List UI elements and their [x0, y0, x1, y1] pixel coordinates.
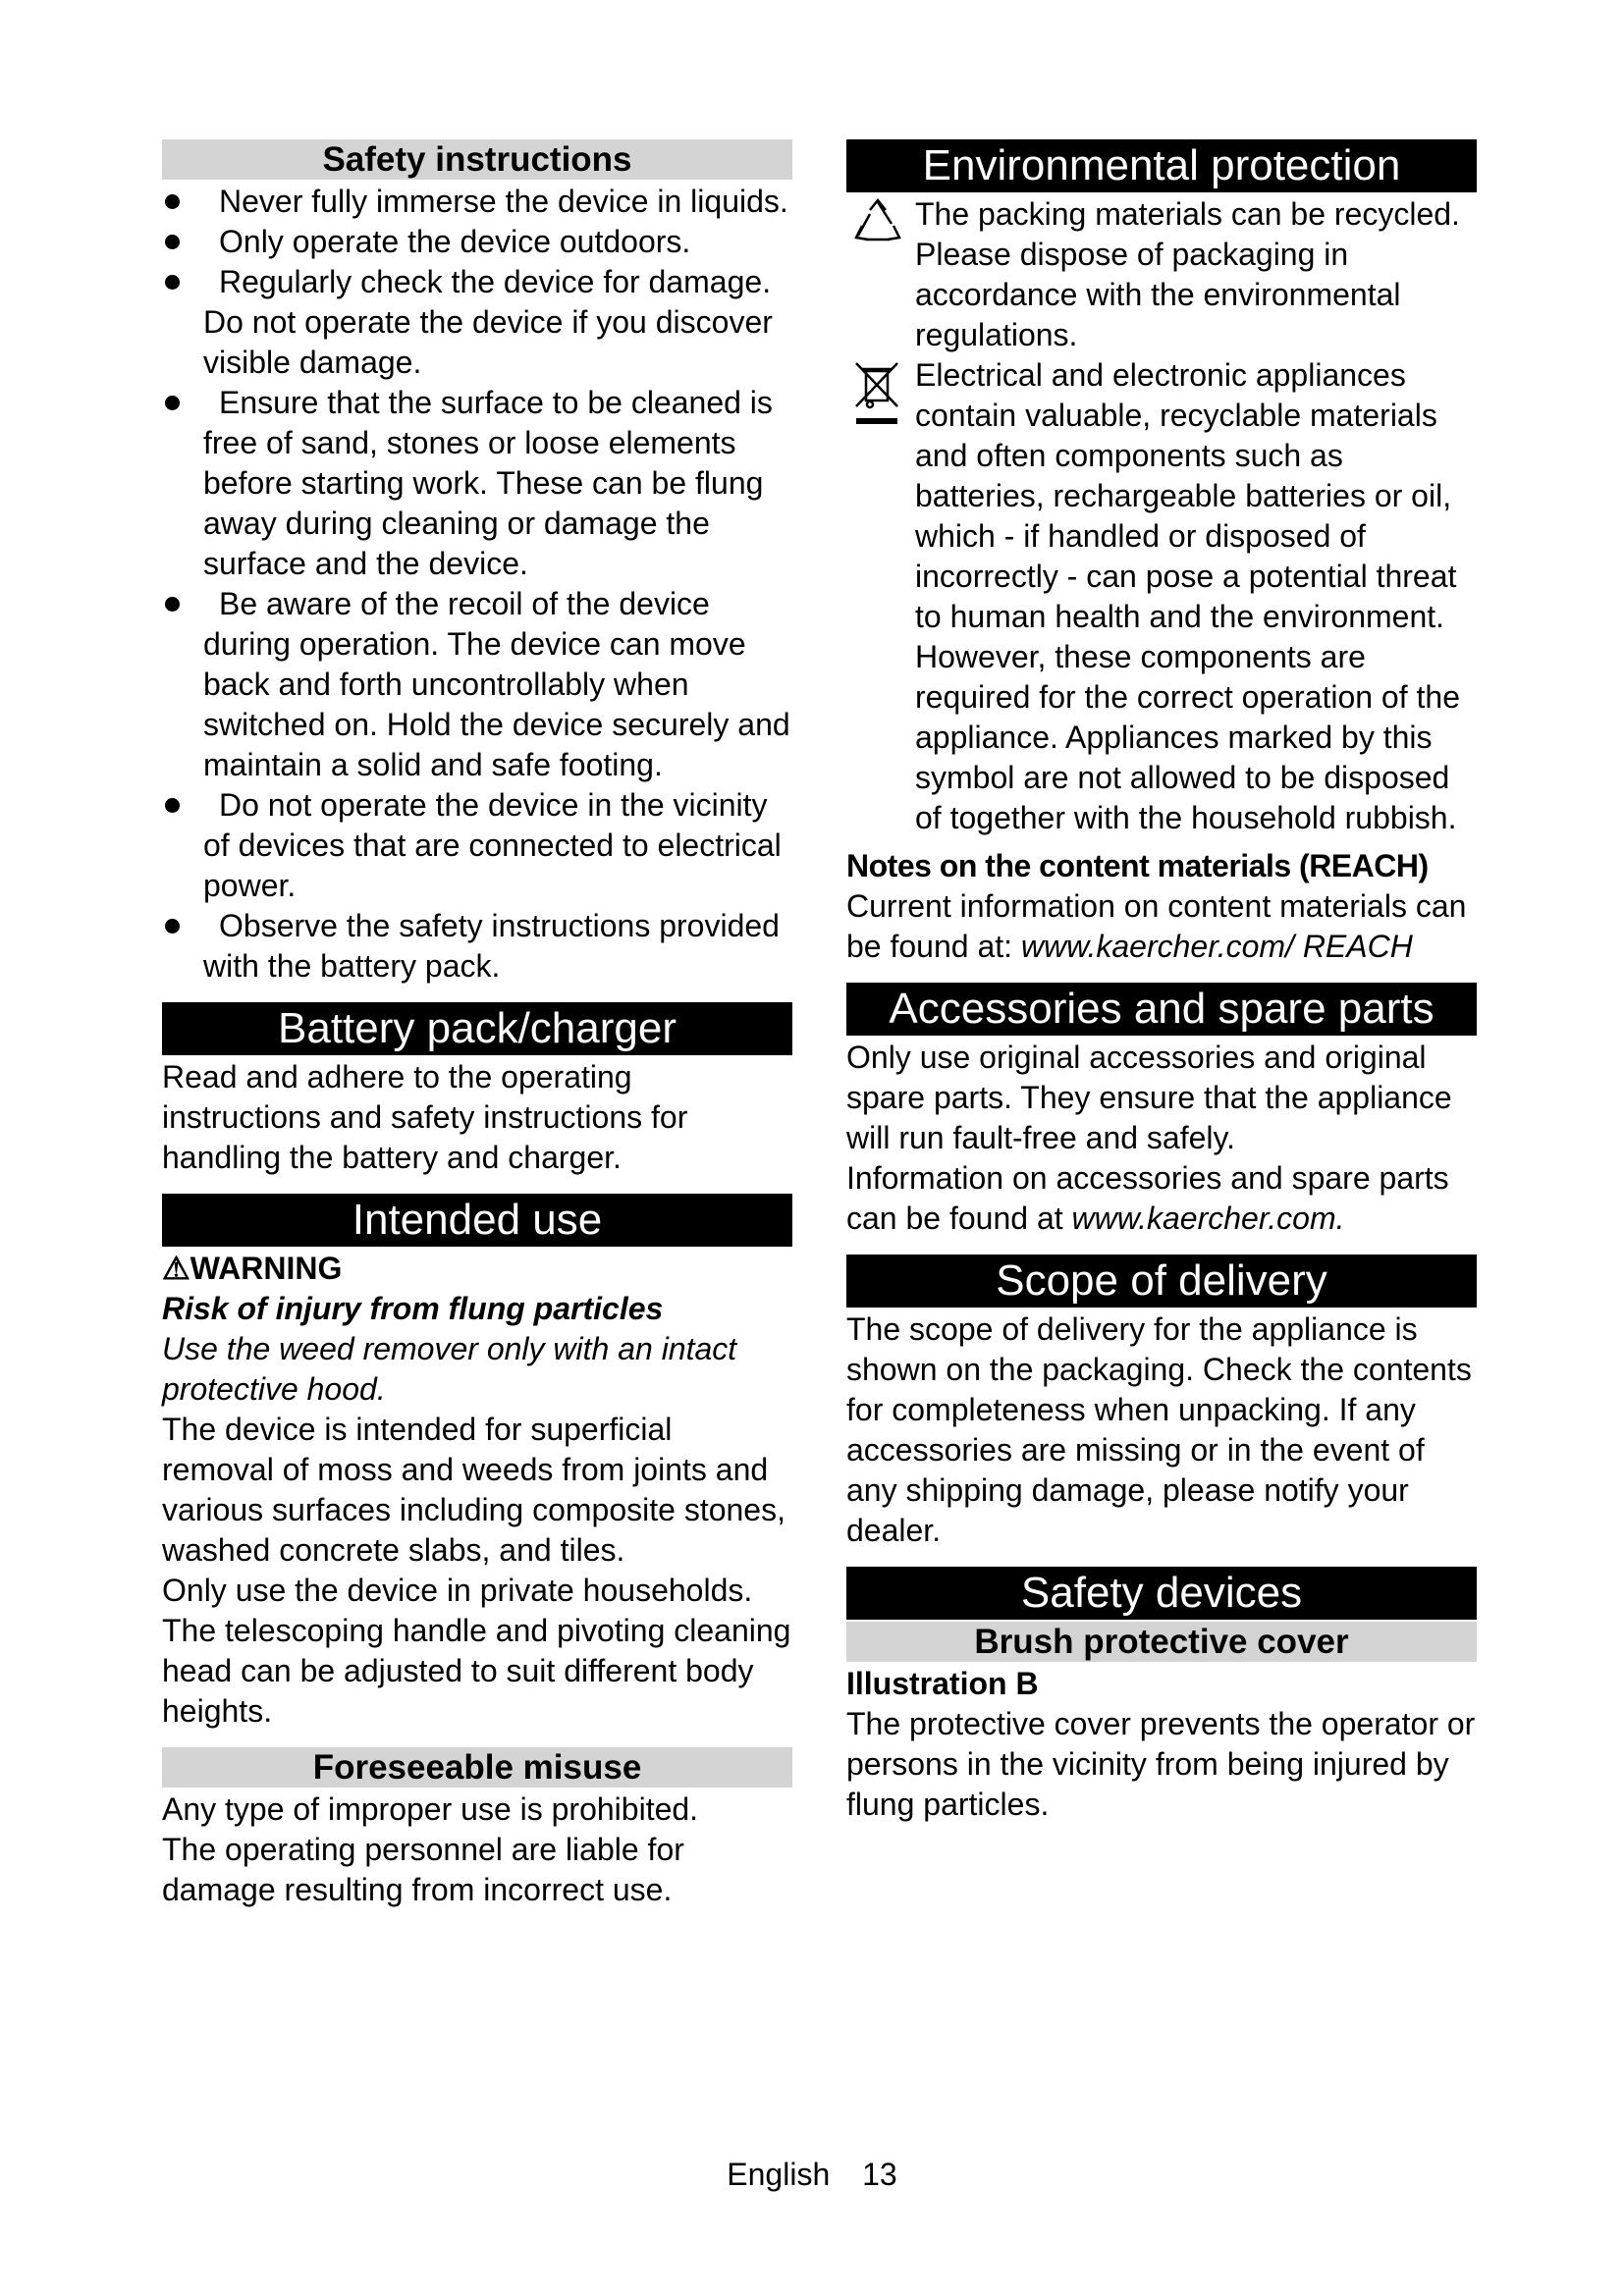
- right-column: [846, 139, 1477, 1825]
- recycling-note: The packing materials can be recycled. Please dispose of packaging in accordance with the environmental regulations.: [846, 194, 1477, 355]
- crossed-bin-icon: [848, 357, 907, 436]
- intended-use-paragraph: Only use the device in private households.: [162, 1573, 753, 1608]
- warning-title: Risk of injury from flung particles: [162, 1291, 664, 1326]
- page-footer: [0, 2155, 1624, 2195]
- scope-paragraph: The scope of delivery for the appliance is shown on the packaging. Check the contents for completeness when unpacking. If any accessories are missing or in the event of any shipping damage, please notify your dealer.: [846, 1311, 1472, 1548]
- list-item: Be aware of the recoil of the device during operation. The device can move back and forth uncontrollably when switched on. Hold the device securely and maintain a solid and safe footing.: [162, 584, 792, 785]
- accessories-link[interactable]: www.kaercher.com.: [1071, 1201, 1345, 1236]
- bullet-dot-icon: [165, 275, 180, 290]
- bullet-dot-icon: [165, 194, 180, 209]
- accessories-paragraph: Information on accessories and spare parts can be found at www.kaercher.com.: [846, 1160, 1449, 1236]
- list-item: Observe the safety instructions provided with the battery pack.: [162, 906, 792, 987]
- bullet-dot-icon: [165, 798, 180, 813]
- list-item: Only operate the device outdoors.: [162, 222, 792, 262]
- section-heading-safety-devices: Safety devices: [846, 1567, 1477, 1620]
- footer-language: English: [727, 2157, 831, 2192]
- list-item: Ensure that the surface to be cleaned is free of sand, stones or loose elements before starting work. These can be flung away during cleaning or damage the surface and the device.: [162, 383, 792, 584]
- left-column: [162, 139, 792, 1910]
- misuse-paragraph: Any type of improper use is prohibited.: [162, 1791, 699, 1827]
- reach-link[interactable]: www.kaercher.com/ REACH: [1020, 929, 1413, 964]
- section-heading-scope-of-delivery: Scope of delivery: [846, 1255, 1477, 1308]
- bullet-dot-icon: [165, 597, 180, 612]
- reach-paragraph: Current information on content materials can be found at: www.kaercher.com/ REACH: [846, 888, 1467, 964]
- warning-label: ⚠WARNING: [162, 1251, 343, 1286]
- section-heading-brush-protective-cover: Brush protective cover: [846, 1622, 1477, 1662]
- accessories-paragraph: Only use original accessories and original spare parts. They ensure that the appliance will run fault-free and safely.: [846, 1040, 1452, 1155]
- bullet-dot-icon: [165, 235, 180, 249]
- bullet-dot-icon: [165, 919, 180, 934]
- safety-instructions-list: [162, 182, 792, 987]
- warning-text: Use the weed remover only with an intact protective hood.: [162, 1331, 737, 1407]
- battery-text: Read and adhere to the operating instructions and safety instructions for handling the battery and charger.: [162, 1059, 688, 1175]
- section-heading-foreseeable-misuse: Foreseeable misuse: [162, 1747, 792, 1788]
- list-item: Do not operate the device in the vicinity of devices that are connected to electrical power.: [162, 785, 792, 906]
- section-heading-intended-use: Intended use: [162, 1194, 792, 1247]
- intended-use-paragraph: The telescoping handle and pivoting cleaning head can be adjusted to suit different body heights.: [162, 1613, 791, 1729]
- page-number: 13: [862, 2157, 897, 2192]
- recycle-icon: [848, 196, 907, 265]
- section-heading-battery: Battery pack/charger: [162, 1002, 792, 1055]
- section-heading-safety-instructions: Safety instructions: [162, 139, 792, 180]
- illustration-label: Illustration B: [846, 1666, 1039, 1701]
- brush-paragraph: The protective cover prevents the operator or persons in the vicinity from being injured by flung particles.: [846, 1706, 1476, 1822]
- section-heading-environmental-protection: Environmental protection: [846, 139, 1477, 192]
- weee-note: Electrical and electronic appliances contain valuable, recyclable materials and often components such as batteries, rechargeable batteries or oil, which - if handled or disposed of incorrectly - can pose a potential threat to human health and the environment. However, these components are required for the correct operation of the appliance. Appliances marked by this symbol are not allowed to be disposed of together with the household rubbish.: [846, 355, 1477, 838]
- reach-title: Notes on the content materials (REACH): [846, 848, 1429, 883]
- section-heading-accessories: Accessories and spare parts: [846, 983, 1477, 1036]
- bullet-dot-icon: [165, 396, 180, 410]
- list-item: Regularly check the device for damage. Do not operate the device if you discover visible damage.: [162, 262, 792, 383]
- misuse-paragraph: The operating personnel are liable for damage resulting from incorrect use.: [162, 1832, 684, 1907]
- list-item: Never fully immerse the device in liquids.: [162, 182, 792, 222]
- intended-use-paragraph: The device is intended for superficial removal of moss and weeds from joints and various surfaces including composite stones, washed concrete slabs, and tiles.: [162, 1412, 785, 1568]
